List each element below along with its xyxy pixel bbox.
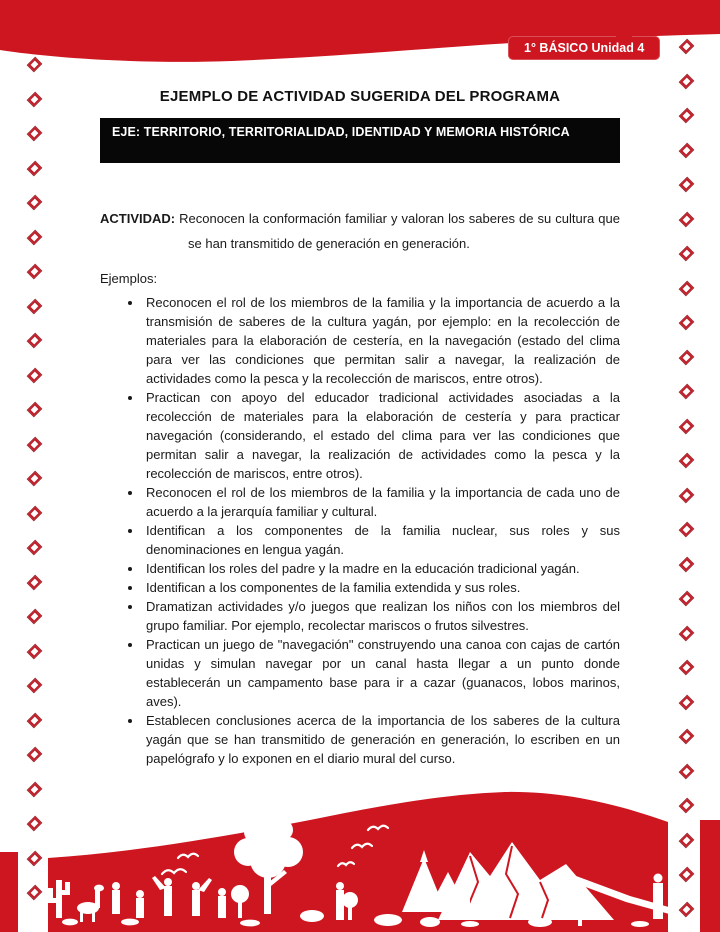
diamond-ornament-icon [680, 143, 694, 157]
diamond-ornament-icon [680, 74, 694, 88]
page-title: EJEMPLO DE ACTIVIDAD SUGERIDA DEL PROGRAMA [159, 88, 561, 105]
diamond-ornament-icon [28, 541, 42, 555]
example-item: • Reconocen el rol de los miembros de la familia y la importancia de cada uno de acuerdo a la jerarquía familiar y cultural. [143, 483, 620, 521]
example-item: • Establecen conclusiones acerca de la importancia de los saberes de la cultura yagán que se han transmitido de generación en generación, lo escriben en un papelógrafo y lo exponen en el diario mural del curso. [143, 711, 620, 768]
diamond-ornament-icon [680, 316, 694, 330]
diamond-ornament-icon [28, 403, 42, 417]
diamond-ornament-icon [680, 488, 694, 502]
example-item: • Dramatizan actividades y/o juegos que realizan los niños con los miembros del grupo familiar. Por ejemplo, recolectar mariscos o frutos silvestres. [143, 597, 620, 635]
example-item: • Practican un juego de "navegación" construyendo una canoa con cajas de cartón unidas y simulan navegar por un canal hasta llegar a un punto donde establecerán un campamento base para ir a cazar (guanacos, lobos marinos, aves). [143, 635, 620, 711]
diamond-ornament-icon [680, 350, 694, 364]
examples-list [100, 293, 620, 768]
diamond-ornament-icon [680, 281, 694, 295]
diamond-ornament-icon [680, 419, 694, 433]
unit-badge: 1° BÁSICO Unidad 4 [508, 36, 660, 60]
diamond-ornament-icon [680, 626, 694, 640]
diamond-ornament-icon [680, 523, 694, 537]
diamond-ornament-icon [28, 748, 42, 762]
diamond-ornament-icon [28, 506, 42, 520]
diamond-ornament-icon [680, 557, 694, 571]
diamond-ornament-icon [28, 713, 42, 727]
diamond-ornament-icon [28, 161, 42, 175]
eje-heading-bar: EJE: TERRITORIO, TERRITORIALIDAD, IDENTIDAD Y MEMORIA HISTÓRICA [100, 118, 620, 163]
examples-label: Ejemplos: [100, 271, 158, 286]
diamond-ornament-icon [28, 368, 42, 382]
diamond-ornament-icon [680, 178, 694, 192]
left-edge-block [0, 852, 18, 932]
diamond-ornament-icon [680, 247, 694, 261]
diamond-ornament-icon [28, 575, 42, 589]
diamond-ornament-icon [28, 644, 42, 658]
diamond-ornament-icon [680, 592, 694, 606]
diamond-ornament-icon [680, 109, 694, 123]
activity-paragraph [100, 206, 620, 256]
diamond-ornament-icon [680, 764, 694, 778]
diamond-ornament-icon [680, 385, 694, 399]
diamond-ornament-icon [680, 661, 694, 675]
diamond-ornament-icon [28, 196, 42, 210]
diamond-ornament-icon [680, 695, 694, 709]
diamond-ornament-icon [28, 472, 42, 486]
right-edge-block [700, 820, 720, 932]
diamond-ornament-icon [28, 437, 42, 451]
activity-label: ACTIVIDAD: [100, 211, 176, 226]
diamond-ornament-icon [28, 265, 42, 279]
diamond-ornament-icon [680, 454, 694, 468]
example-item: • Identifican los roles del padre y la madre en la educación tradicional yagán. [143, 559, 620, 578]
diamond-ornament-icon [28, 127, 42, 141]
diamond-ornament-icon [28, 299, 42, 313]
diamond-ornament-icon [28, 92, 42, 106]
example-item: • Identifican a los componentes de la familia nuclear, sus roles y sus denominaciones en lengua yagán. [143, 521, 620, 559]
diamond-ornament-icon [28, 679, 42, 693]
diamond-ornament-icon [28, 230, 42, 244]
content-column [100, 88, 620, 768]
diamond-ornament-icon [28, 334, 42, 348]
diamond-ornament-icon [28, 610, 42, 624]
activity-text: Reconocen la conformación familiar y valoran los saberes de su cultura que se han transmitido de generación en generación. [179, 211, 620, 251]
example-item: • Reconocen el rol de los miembros de la familia y la importancia de acuerdo a la transmisión de saberes de la cultura yagán, por ejemplo: en la recolección de materiales para la elaboración de cestería, en la navegación (estado del clima para ver las condiciones que permitan salir a navegar, la realización de actividades como la pesca y la recolección de mariscos, entre otros). [143, 293, 620, 388]
diamond-ornament-icon [680, 730, 694, 744]
example-item: • Practican con apoyo del educador tradicional actividades asociadas a la recolección de materiales para la elaboración de cestería y para practicar navegación (considerando, el estado del clima para ver las condiciones que permitan salir a navegar, la realización de actividades como la pesca y la recolección de mariscos, entre otros). [143, 388, 620, 483]
bottom-band-graphic [0, 782, 720, 932]
diamond-ornament-icon [680, 212, 694, 226]
example-item: • Identifican a los componentes de la familia extendida y sus roles. [143, 578, 620, 597]
